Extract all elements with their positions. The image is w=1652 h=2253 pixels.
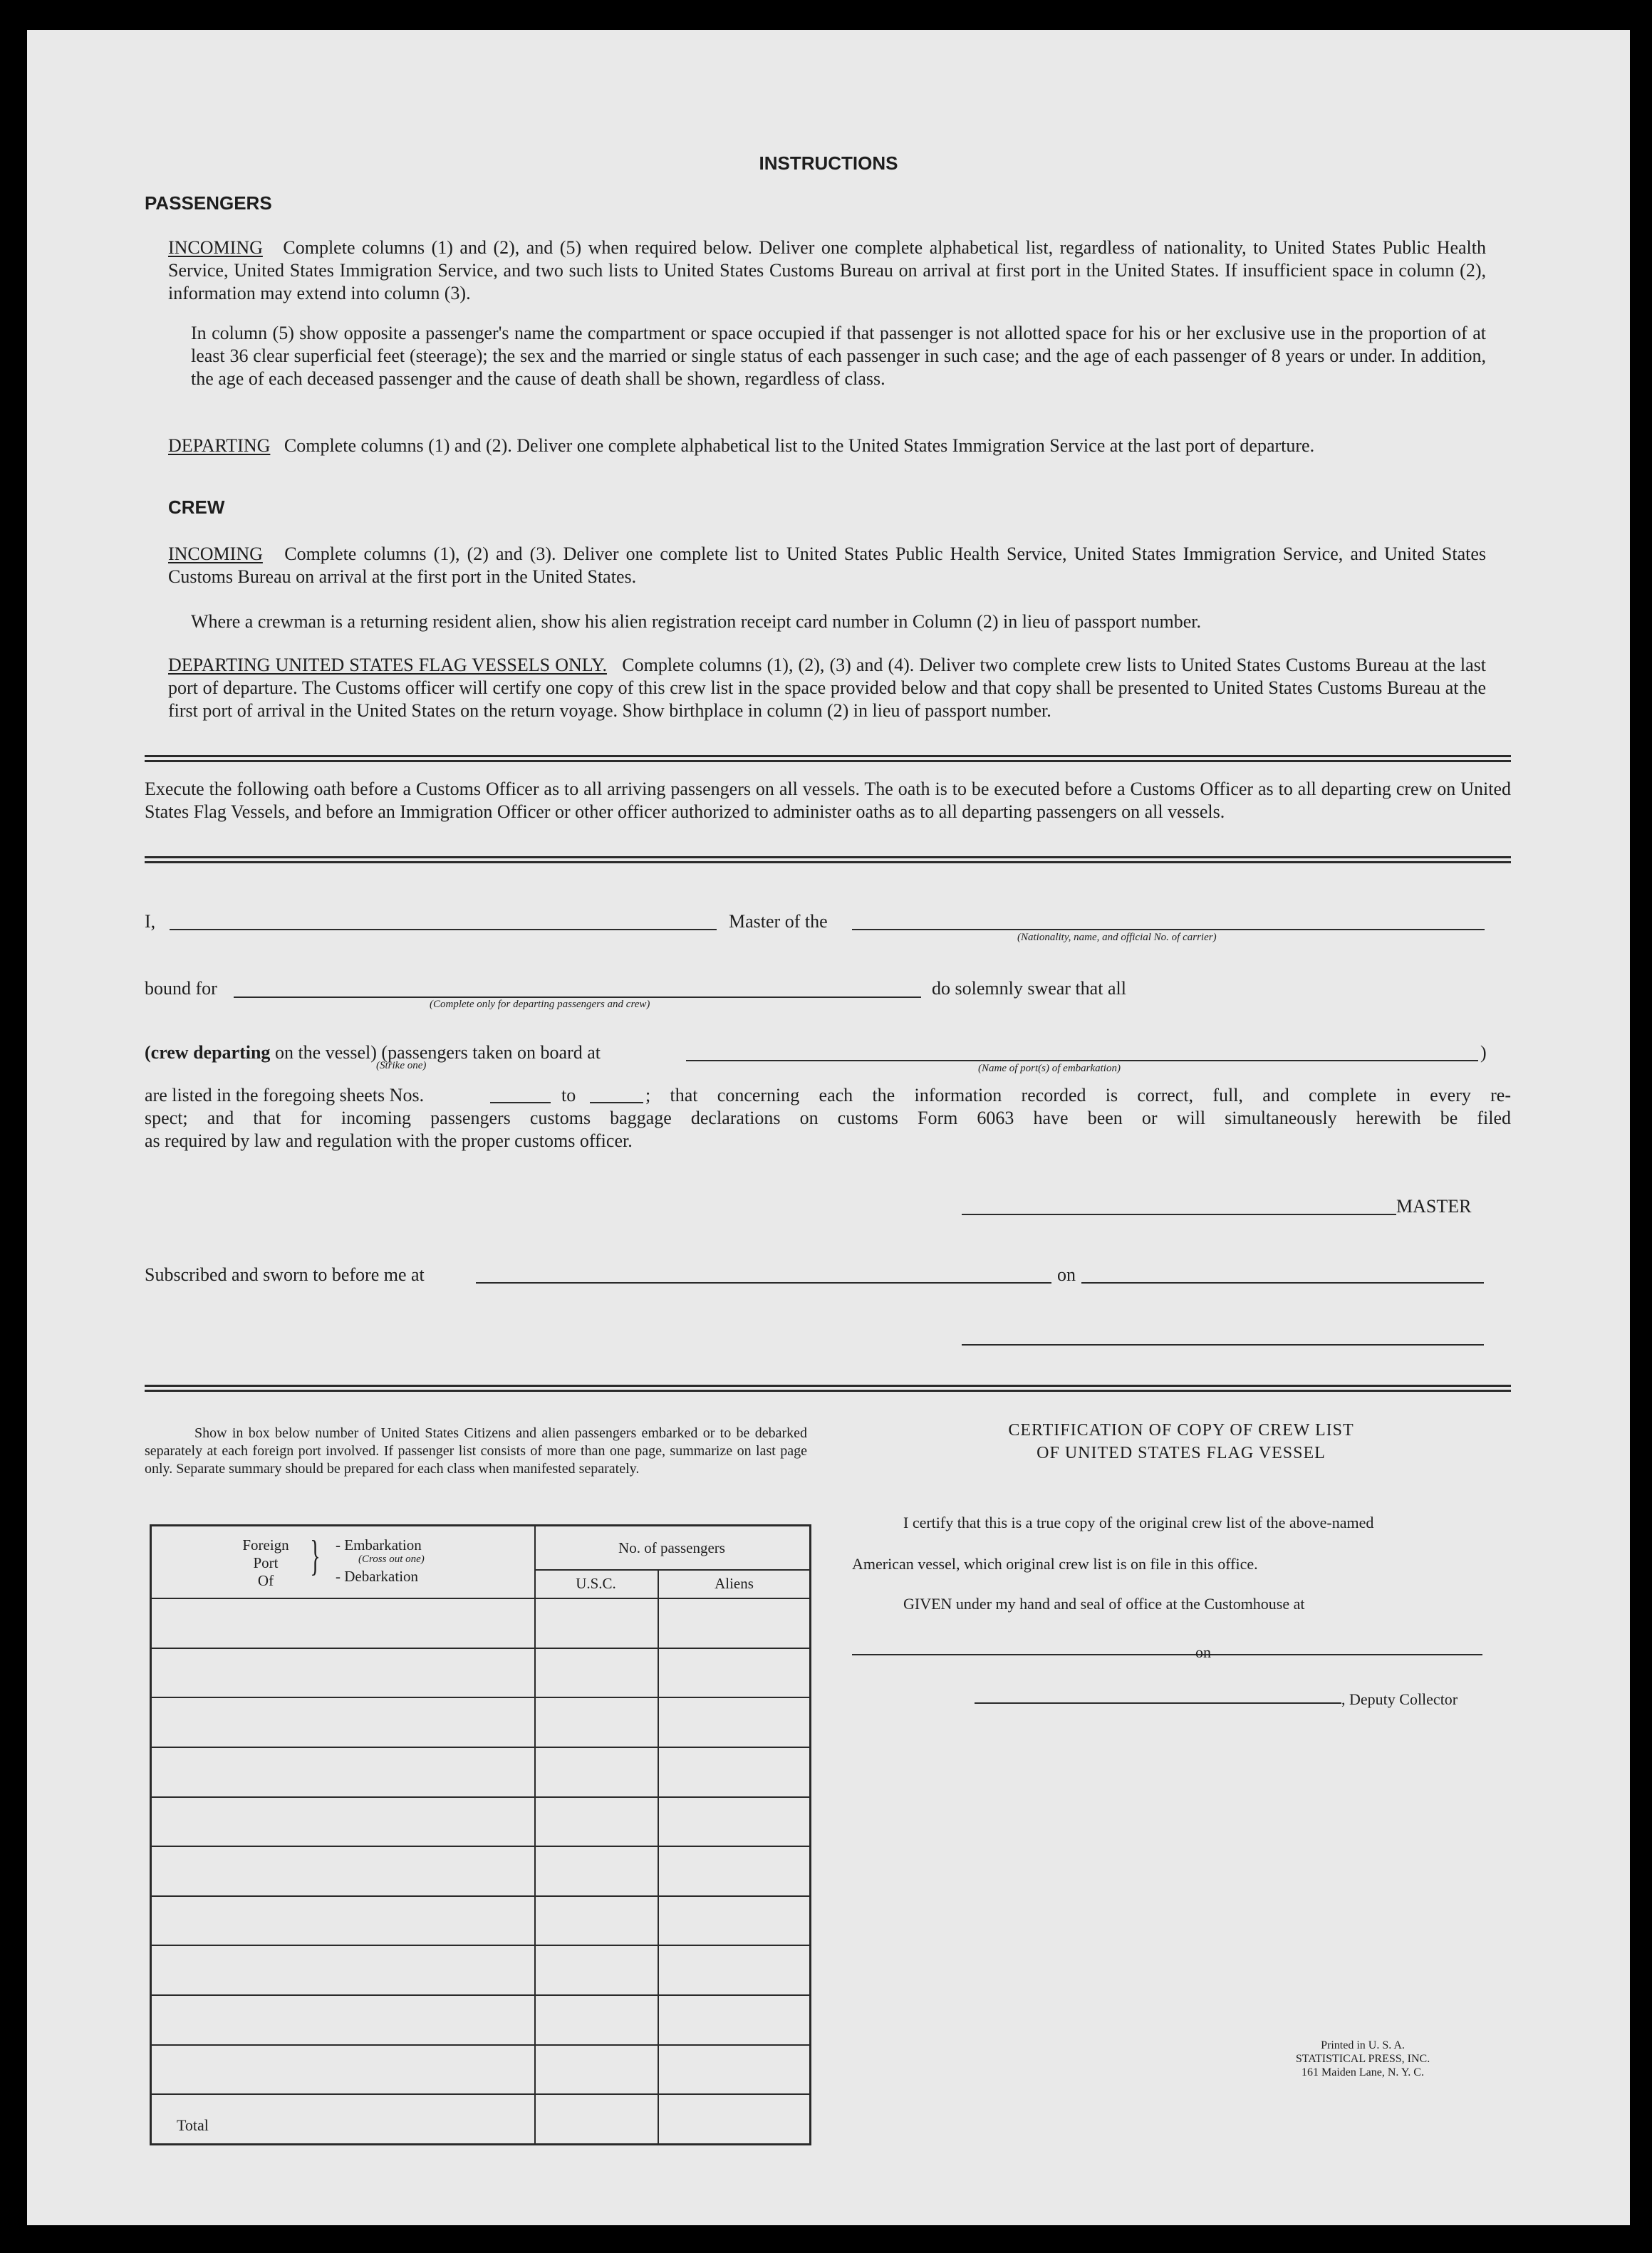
- table-row[interactable]: [152, 1747, 809, 1748]
- sheet-to-field[interactable]: [590, 1102, 643, 1103]
- table-row[interactable]: [152, 1945, 809, 1946]
- table-row[interactable]: [152, 1648, 809, 1649]
- strike-one-caption: (Strike one): [376, 1060, 427, 1071]
- certify-line2: American vessel, which original crew list is on file in this office.: [852, 1555, 1258, 1573]
- crew-incoming-label: INCOMING: [168, 543, 263, 564]
- oath-i-label: I,: [145, 911, 156, 932]
- crew-resident-paragraph: Where a crewman is a returning resident alien, show his alien registration receipt card number in Column (2) in lieu of passport number.: [191, 611, 1202, 632]
- table-row[interactable]: [152, 1796, 809, 1798]
- foreign-port-of-label: Foreign Port Of: [242, 1536, 289, 1589]
- passengers-incoming-label: INCOMING: [168, 237, 263, 258]
- sworn-date-field[interactable]: [1081, 1282, 1484, 1284]
- table-row[interactable]: [152, 2093, 809, 2095]
- to-label: to: [561, 1085, 576, 1105]
- crew-departing-paragraph: [168, 654, 1486, 722]
- certify-line1: I certify that this is a true copy of the original crew list of the above-named: [903, 1514, 1374, 1531]
- passengers-incoming-text: Complete columns (1) and (2), and (5) when required below. Deliver one complete alphabetical list, regardless of nationality, to United States Public Health Service, United States Immigration Service, and two such lists to United States Customs Bureau on arrival at first port in the United States. If insufficient space in column (2), information may extend into column (3).: [168, 237, 1486, 303]
- passenger-summary-table: [150, 1524, 811, 2145]
- oath-text-line1: ; that concerning each the information recorded is correct, full, and complete in every re-: [645, 1085, 1511, 1105]
- deputy-collector-label: , Deputy Collector: [1341, 1690, 1458, 1708]
- aliens-header: Aliens: [715, 1575, 754, 1592]
- crew-heading: CREW: [168, 496, 225, 518]
- passengers-departing-label: DEPARTING: [168, 435, 271, 456]
- table-row[interactable]: [152, 1846, 809, 1847]
- master-label: MASTER: [1396, 1196, 1472, 1217]
- passengers-departing-text: Complete columns (1) and (2). Deliver one complete alphabetical list to the United States Immigration Service at the last port of departure.: [284, 435, 1315, 456]
- passengers-column5-paragraph: In column (5) show opposite a passenger's name the compartment or space occupied if that passenger is not allotted space for his or her exclusive use in the proportion of at least 36 clear superficial feet (steerage); the sex and the married or single status of each passenger in such case; and the age of each passenger of 8 years or under. In addition, the age of each deceased passenger and the cause of death shall be shown, regardless of class.: [191, 323, 1486, 389]
- passengers-heading: PASSENGERS: [145, 192, 272, 214]
- certification-title: [853, 1419, 1509, 1464]
- carrier-field[interactable]: [852, 929, 1485, 930]
- sheet-from-field[interactable]: [490, 1102, 551, 1103]
- crew-passengers-line: [145, 1041, 601, 1064]
- printer-imprint: Printed in U. S. A. STATISTICAL PRESS, INC. 161 Maiden Lane, N. Y. C.: [1295, 2039, 1430, 2078]
- crew-departing-option[interactable]: (crew departing: [145, 1042, 271, 1063]
- officer-signature-field[interactable]: [962, 1344, 1484, 1346]
- table-row[interactable]: [152, 1994, 809, 1996]
- given-line: GIVEN under my hand and seal of office at the Customhouse at: [903, 1595, 1305, 1613]
- on-the-vessel-label: on the vessel): [274, 1042, 377, 1063]
- bound-for-label: bound for: [145, 978, 217, 999]
- close-paren: ): [1480, 1042, 1487, 1063]
- embarkation-ports-field[interactable]: [686, 1060, 1478, 1061]
- passengers-option[interactable]: (passengers taken on board at: [381, 1042, 601, 1063]
- usc-header: U.S.C.: [576, 1575, 616, 1592]
- form-page: [27, 30, 1630, 2225]
- deputy-signature-field[interactable]: [975, 1702, 1341, 1704]
- no-passengers-header: No. of passengers: [618, 1539, 725, 1556]
- embarkation-label[interactable]: - Embarkation: [336, 1536, 422, 1554]
- oath-text-line3: as required by law and regulation with the proper customs officer.: [145, 1130, 633, 1151]
- crew-departing-text: Complete columns (1), (2), (3) and (4). Deliver two complete crew lists to United States Customs Bureau at the last port of departure. The Customs officer will certify one copy of this crew list in the space provided below and that copy shall be presented to United States Customs Bureau at the first port of arrival in the United States on the return voyage. Show birthplace in column (2) in lieu of passport number.: [168, 655, 1487, 721]
- table-row[interactable]: [152, 1697, 809, 1698]
- debarkation-label[interactable]: - Debarkation: [336, 1568, 419, 1585]
- table-row[interactable]: [152, 1895, 809, 1897]
- sworn-place-field[interactable]: [476, 1282, 1051, 1284]
- ports-caption: (Name of port(s) of embarkation): [978, 1063, 1121, 1074]
- customhouse-field[interactable]: [852, 1654, 1215, 1655]
- bound-for-field[interactable]: [234, 997, 921, 998]
- solemnly-swear-label: do solemnly swear that all: [932, 978, 1126, 999]
- subscribed-label: Subscribed and sworn to before me at: [145, 1264, 425, 1285]
- brace: }: [310, 1532, 321, 1579]
- total-label: Total: [177, 2116, 209, 2134]
- summary-intro: Show in box below number of United States Citizens and alien passengers embarked or to be debarked separately at each foreign port involved. If passenger list consists of more than one page, summarize on last page only. Separate summary should be prepared for each class when manifested separately.: [145, 1425, 807, 1477]
- divider-double: [145, 856, 1511, 863]
- cert-date-field[interactable]: [1215, 1654, 1482, 1655]
- bound-for-caption: (Complete only for departing passengers and crew): [430, 999, 650, 1010]
- oath-text-line2: spect; and that for incoming passengers customs baggage declarations on customs Form 6063 have been or will simultaneously herewith be filed: [145, 1108, 1511, 1128]
- divider-double: [145, 1385, 1511, 1392]
- table-row[interactable]: [152, 2044, 809, 2046]
- crew-incoming-paragraph: [168, 543, 1486, 588]
- passengers-incoming-paragraph: [168, 236, 1486, 305]
- cert-on-label: on: [1195, 1643, 1211, 1661]
- listed-sheets-label: are listed in the foregoing sheets Nos.: [145, 1085, 425, 1105]
- crew-departing-label: DEPARTING UNITED STATES FLAG VESSELS ONLY.: [168, 655, 607, 675]
- certification-title-line1: CERTIFICATION OF COPY OF CREW LIST: [1008, 1421, 1354, 1440]
- certification-title-line2: OF UNITED STATES FLAG VESSEL: [1037, 1444, 1326, 1462]
- passengers-departing-paragraph: [168, 435, 1486, 457]
- master-signature-field[interactable]: [962, 1214, 1396, 1215]
- divider-double: [145, 755, 1511, 762]
- carrier-caption: (Nationality, name, and official No. of carrier): [1017, 932, 1217, 943]
- crew-incoming-text: Complete columns (1), (2) and (3). Deliver one complete list to United States Public Health Service, United States Immigration Service, and United States Customs Bureau on arrival at the first port in the United States.: [168, 543, 1486, 587]
- instructions-title: INSTRUCTIONS: [759, 152, 898, 174]
- cross-out-caption: (Cross out one): [358, 1554, 425, 1565]
- sworn-on-label: on: [1057, 1264, 1076, 1285]
- oath-intro: Execute the following oath before a Customs Officer as to all arriving passengers on all vessels. The oath is to be executed before a Customs Officer as to all departing crew on United States Flag Vessels, and before an Immigration Officer or other officer authorized to administer oaths as to all departing passengers on all vessels.: [145, 779, 1511, 822]
- master-name-field[interactable]: [170, 929, 717, 930]
- master-of-the-label: Master of the: [729, 911, 828, 932]
